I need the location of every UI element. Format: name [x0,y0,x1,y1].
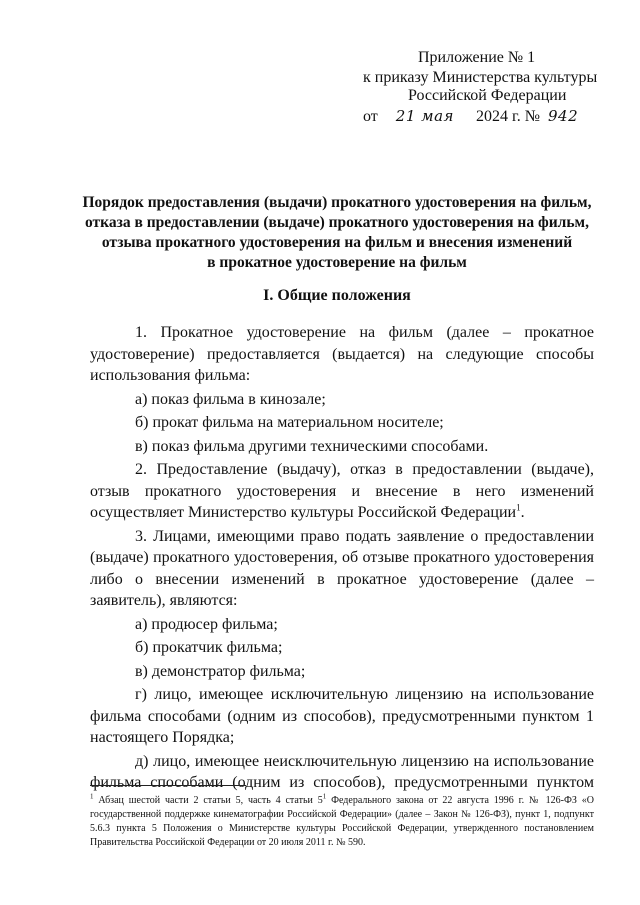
document-body [90,322,594,794]
title-line: в прокатное удостоверение на фильм [207,254,467,271]
annex-order-line: к приказу Министерства культуры [363,69,598,86]
footnote [90,794,594,850]
paragraph-3: 3. Лицами, имеющими право подать заявление о предоставлении (выдаче) прокатного удостоверения, об отзыве прокатного удостоверения либо о внесении изменений в прокатное удостоверение (далее – заявитель), являются: [90,527,594,609]
footnote-text-b: Федерального закона от 22 августа 1996 г. № 126-ФЗ «О государственной поддержке кинематографии Российской Федерации» (далее – Закон № 126-ФЗ), пункт 1, подпункт 5.6.3 пункта 5 Положения о Министерстве культуры Российской Федерации, утвержденного постановлением Правительства Российской Федерации от 20 июля 2011 г. № 590. [90,795,594,848]
paragraph-2-end: . [520,504,525,521]
footnote-text-a: Абзац шестой части 2 статьи 5, часть 4 статьи 5 [93,795,323,806]
list-item-3c: в) демонстратор фильма; [135,662,306,680]
footnote-ref: 1 [516,502,521,513]
footnote-mark: 1 [90,792,94,801]
annex-title: Приложение № 1 [418,49,536,66]
list-item-3d: г) лицо, имеющее исключительную лицензию на использование фильма способами (одним из способов), предусмотренными пунктом 1 настоящего Порядка; [90,686,594,746]
list-item-1c: в) показ фильма другими техническими способами. [135,437,489,455]
title-line: Порядок предоставления (выдачи) прокатного удостоверения на фильм, [82,194,592,211]
section-heading: I. Общие положения [263,287,411,304]
list-item-1b: б) прокат фильма на материальном носителе; [135,414,444,431]
year-number-label: 2024 г. № [475,108,540,125]
list-item-1a: а) показ фильма в кинозале; [135,390,326,408]
list-item-3b: б) прокатчик фильма; [135,639,283,656]
handwritten-date: 21 мая [395,107,454,125]
paragraph-2 [90,459,594,524]
title-line: отказа в предоставлении (выдаче) прокатного удостоверения на фильм, [85,214,589,231]
list-item-3a: а) продюсер фильма; [135,615,278,633]
paragraph-2-text: 2. Предоставление (выдачу), отказ в предоставлении (выдаче), отзыв прокатного удостоверения и внесение в него изменений осуществляет Министерство культуры Российской Федерации [90,461,594,521]
date-prefix: от [363,108,378,125]
annex-date-line [363,106,578,127]
handwritten-number: 942 [547,107,579,125]
footnote-inner-sup: 1 [322,792,327,801]
list-item-3e: д) лицо, имеющее неисключительную лицензию на использование фильма способами (одним из способов), предусмотренными пунктом [90,752,594,791]
document-title [80,193,594,273]
footnote-separator [90,785,246,786]
annex-federation-line: Российской Федерации [408,87,567,104]
paragraph-1: 1. Прокатное удостоверение на фильм (далее – прокатное удостоверение) предоставляется (выдается) на следующие способы использования фильма: [90,324,594,384]
title-line: отзыва прокатного удостоверения на фильм и внесения изменений [101,234,573,251]
